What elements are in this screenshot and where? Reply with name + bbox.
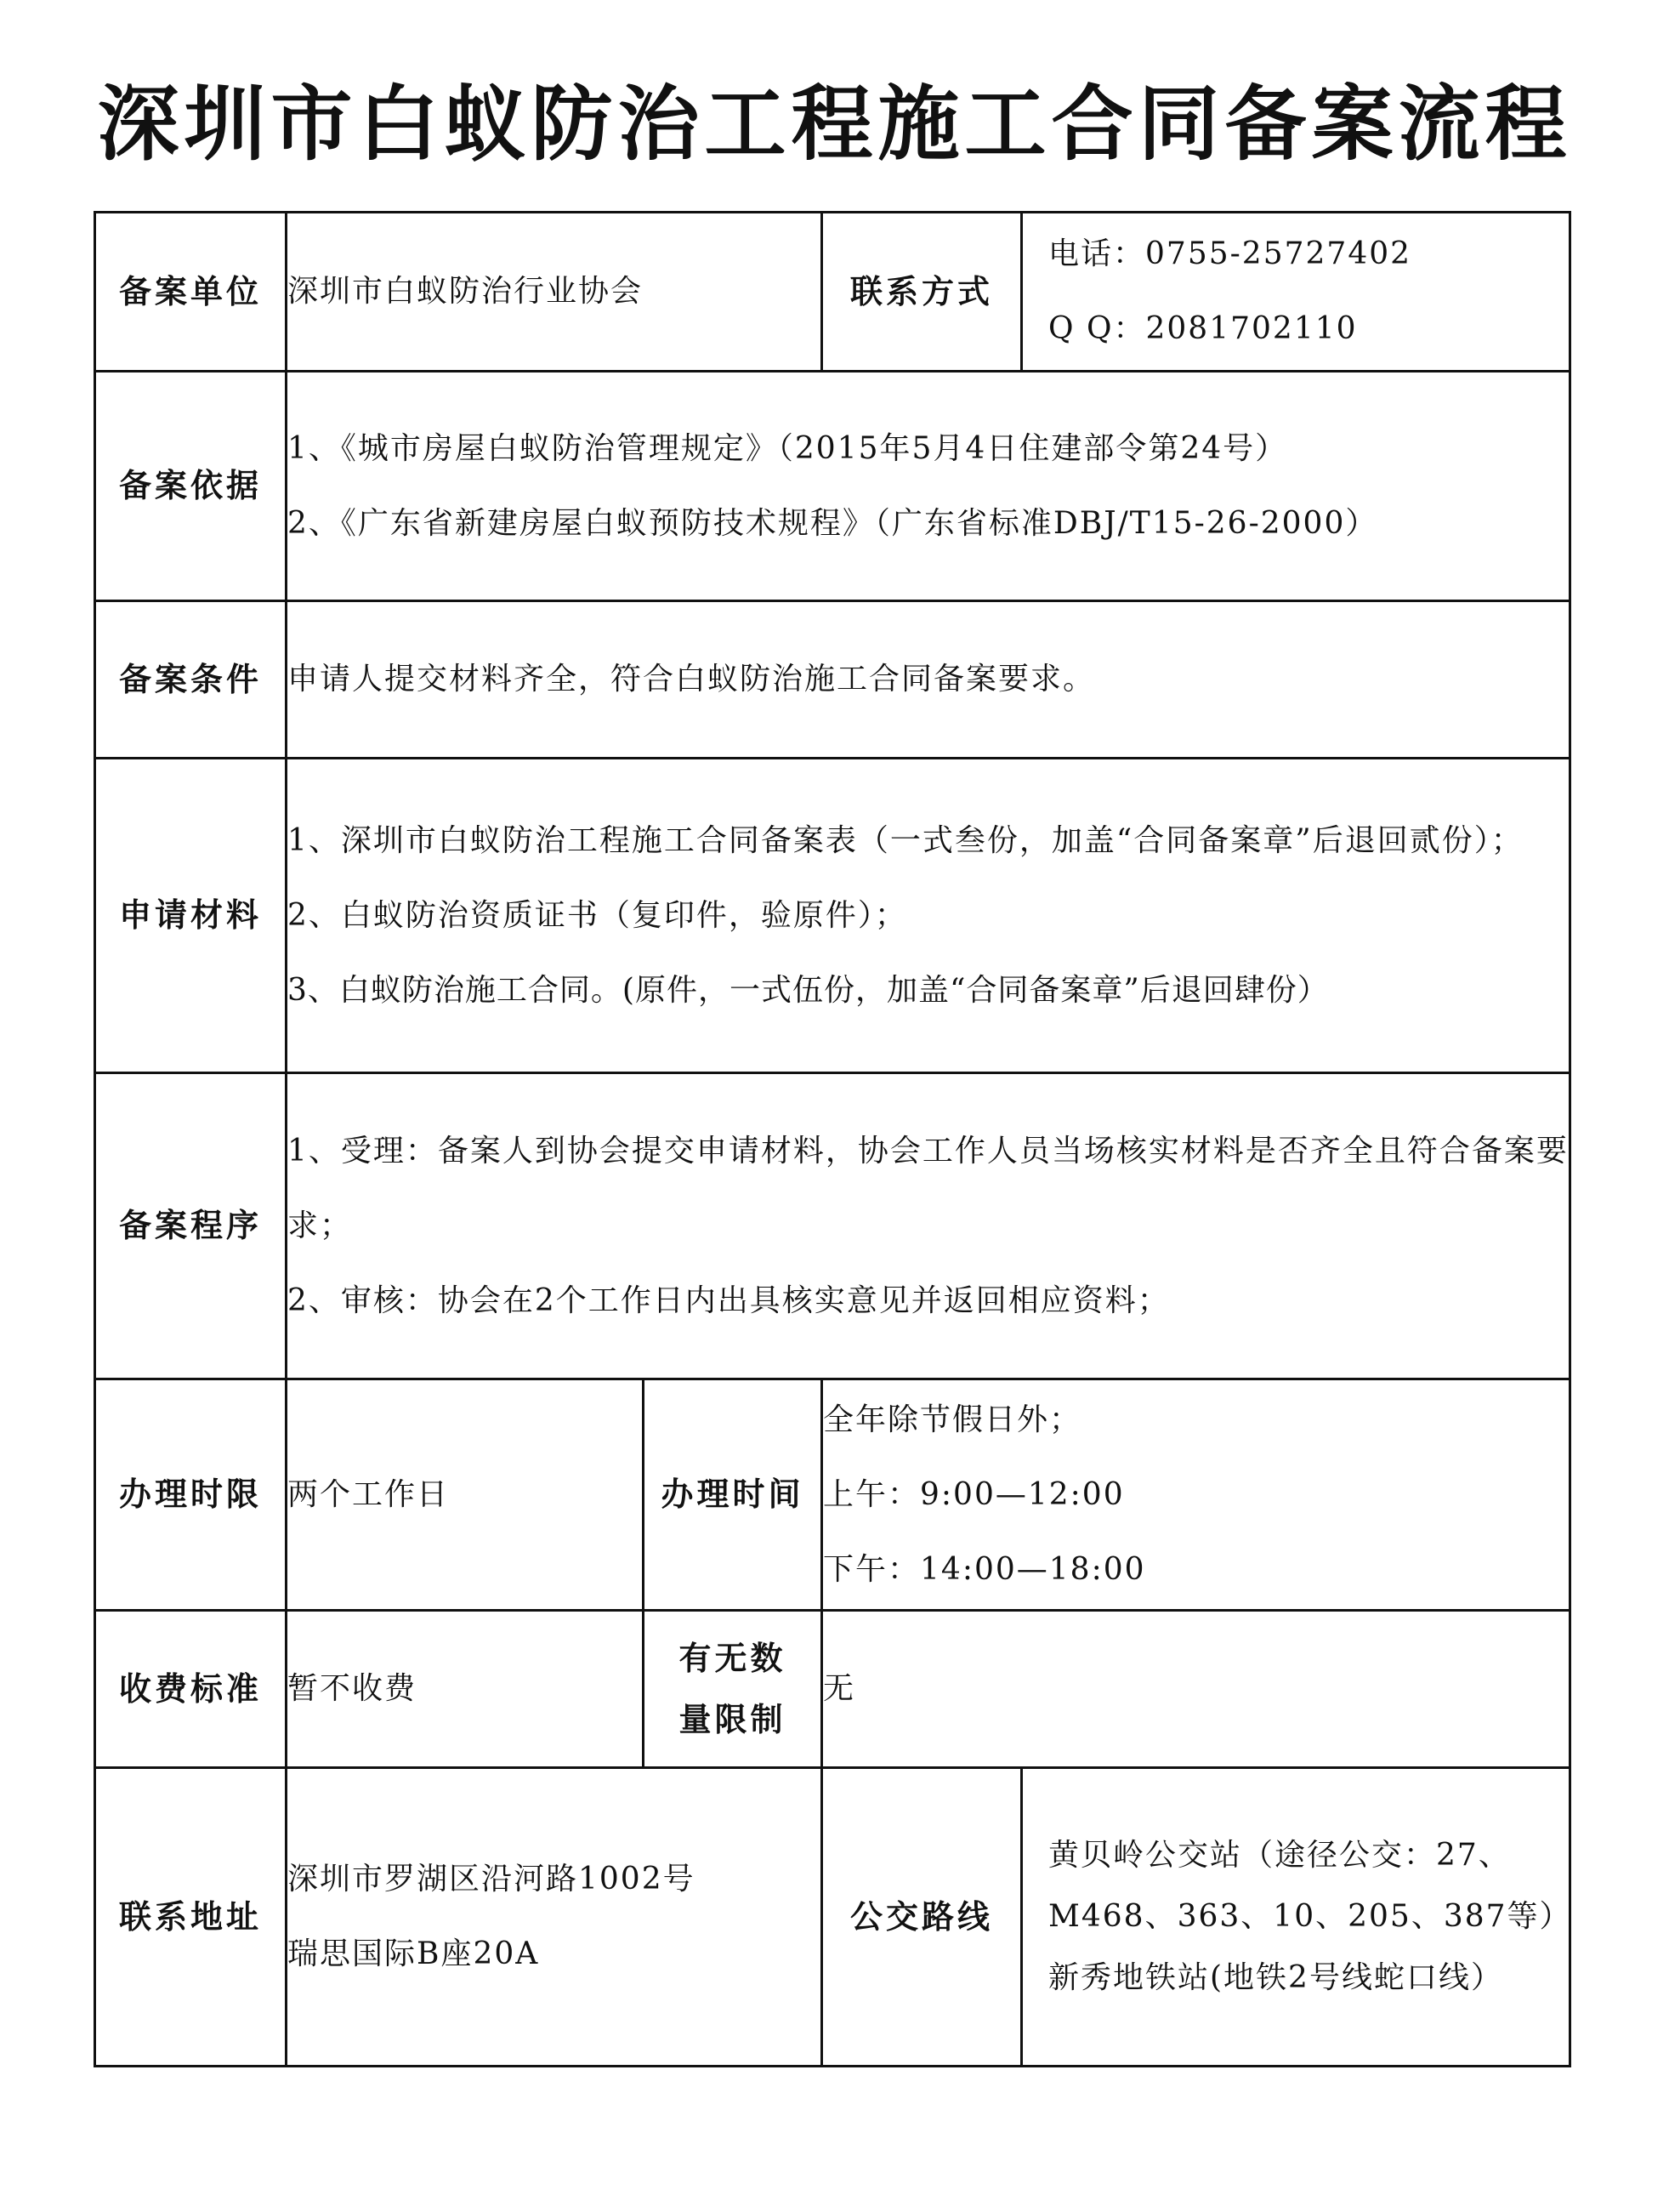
quantity-limit-value: 无: [822, 1611, 1570, 1768]
row-filing-procedure: [95, 1073, 1570, 1379]
contact-address-value: [287, 1768, 822, 2067]
bus-route-label: 公交路线: [822, 1768, 1022, 2067]
filing-procedure-value: [287, 1073, 1570, 1379]
materials-item: 1、深圳市白蚁防治工程施工合同备案表（一式叁份，加盖“合同备案章”后退回贰份）；: [287, 822, 1524, 858]
application-materials-label: 申请材料: [95, 759, 287, 1073]
bus-route-line: 新秀地铁站(地铁2号线蛇口线）: [1048, 1960, 1503, 1995]
procedure-item: 2、审核：协会在2个工作日内出具核实意见并返回相应资料；: [287, 1282, 1170, 1318]
contact-value: [1022, 213, 1570, 372]
contact-phone: 电话：0755-25727402: [1048, 236, 1412, 271]
contact-address-label: 联系地址: [95, 1768, 287, 2067]
procedure-item: 1、受理：备案人到协会提交申请材料，协会工作人员当场核实材料是否齐全且符合备案要求；: [287, 1133, 1569, 1243]
contact-label: 联系方式: [822, 213, 1022, 372]
row-fee-standard: [95, 1611, 1570, 1768]
filing-process-table: [94, 211, 1571, 2067]
basis-item: 1、《城市房屋白蚁防治管理规定》（2015年5月4日住建部令第24号）: [287, 430, 1288, 466]
materials-item: 2、白蚁防治资质证书（复印件，验原件）；: [287, 897, 907, 933]
materials-item: 3、白蚁防治施工合同。(原件，一式伍份，加盖“合同备案章”后退回肆份）: [287, 972, 1329, 1008]
row-filing-unit: [95, 213, 1570, 372]
row-contact-address: [95, 1768, 1570, 2067]
application-materials-value: [287, 759, 1570, 1073]
office-hours-line: 上午：9:00—12:00: [823, 1476, 1125, 1512]
filing-unit-value: 深圳市白蚁防治行业协会: [287, 213, 822, 372]
contact-qq: Q Q：2081702110: [1048, 311, 1358, 346]
row-application-materials: [95, 759, 1570, 1073]
fee-standard-value: 暂不收费: [287, 1611, 644, 1768]
quantity-limit-label: 有无数量限制: [644, 1611, 822, 1768]
filing-conditions-label: 备案条件: [95, 601, 287, 759]
row-filing-basis: [95, 372, 1570, 601]
fee-standard-label: 收费标准: [95, 1611, 287, 1768]
office-hours-label: 办理时间: [644, 1379, 822, 1611]
time-limit-label: 办理时限: [95, 1379, 287, 1611]
office-hours-value: [822, 1379, 1570, 1611]
filing-basis-label: 备案依据: [95, 372, 287, 601]
page-title: 深圳市白蚁防治工程施工合同备案流程: [97, 77, 1572, 172]
bus-route-line: M468、363、10、205、387等）: [1048, 1899, 1572, 1934]
address-line: 深圳市罗湖区沿河路1002号: [287, 1862, 695, 1896]
filing-basis-value: [287, 372, 1570, 601]
address-line: 瑞思国际B座20A: [287, 1936, 540, 1971]
bus-route-line: 黄贝岭公交站（途径公交：27、: [1048, 1838, 1511, 1873]
filing-conditions-value: 申请人提交材料齐全，符合白蚁防治施工合同备案要求。: [287, 601, 1570, 759]
row-processing-time-limit: [95, 1379, 1570, 1611]
filing-procedure-label: 备案程序: [95, 1073, 287, 1379]
bus-route-value: [1022, 1768, 1570, 2067]
office-hours-line: 下午：14:00—18:00: [823, 1551, 1146, 1587]
office-hours-line: 全年除节假日外；: [823, 1402, 1082, 1437]
filing-unit-label: 备案单位: [95, 213, 287, 372]
time-limit-value: 两个工作日: [287, 1379, 644, 1611]
basis-item: 2、《广东省新建房屋白蚁预防技术规程》（广东省标准DBJ/T15-26-2000）: [287, 505, 1378, 541]
row-filing-conditions: [95, 601, 1570, 759]
